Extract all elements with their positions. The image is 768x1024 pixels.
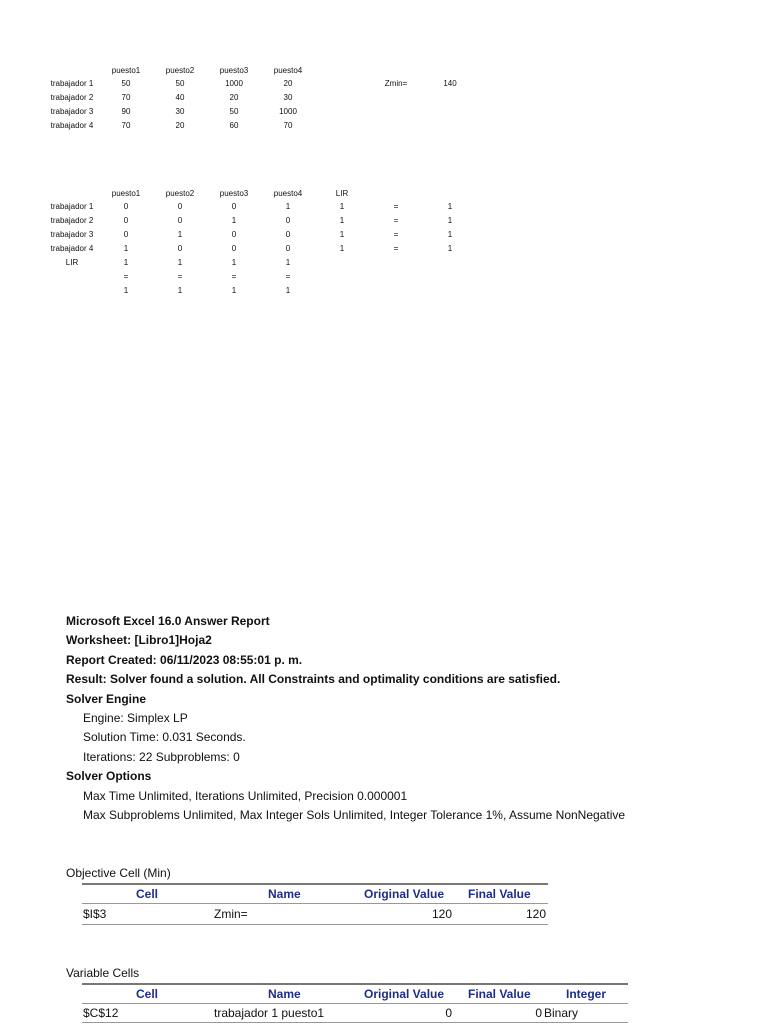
equals-cell[interactable]: = <box>393 230 399 239</box>
cost-cell[interactable]: 20 <box>283 79 293 88</box>
equals-cell[interactable]: = <box>393 216 399 225</box>
table-header-rule <box>82 1003 628 1004</box>
lir-cell[interactable]: 1 <box>177 258 183 267</box>
table-bottom-rule <box>82 1022 628 1023</box>
lir-cell[interactable]: 1 <box>339 216 345 225</box>
lir-cell[interactable]: 1 <box>339 202 345 211</box>
rhs-cell[interactable]: 1 <box>285 286 291 295</box>
cost-cell[interactable]: 30 <box>175 107 185 116</box>
lir-cell[interactable]: 1 <box>339 230 345 239</box>
rhs-cell[interactable]: 1 <box>231 286 237 295</box>
assign-cell[interactable]: 0 <box>285 244 291 253</box>
row-label[interactable]: trabajador 2 <box>50 93 94 102</box>
row-label-lir[interactable]: LIR <box>65 258 79 267</box>
assign-cell[interactable]: 1 <box>123 244 129 253</box>
row-label[interactable]: trabajador 4 <box>50 244 94 253</box>
objective-final-value[interactable]: 120 <box>525 907 546 921</box>
row-label[interactable]: trabajador 3 <box>50 107 94 116</box>
objective-original-value[interactable]: 120 <box>431 907 452 921</box>
lir-cell[interactable]: 1 <box>231 258 237 267</box>
report-worksheet: Worksheet: [Libro1]Hoja2 <box>66 633 212 648</box>
iterations: Iterations: 22 Subproblems: 0 <box>83 749 240 764</box>
header-cell: Cell <box>136 987 159 1001</box>
variable-cell-ref[interactable]: $C$12 <box>83 1006 119 1020</box>
header-integer: Integer <box>566 987 607 1001</box>
assign-cell[interactable]: 0 <box>177 202 183 211</box>
cost-cell[interactable]: 70 <box>283 121 293 130</box>
header-cell: Cell <box>136 887 159 901</box>
table-top-rule <box>82 883 548 885</box>
col-header-puesto3[interactable]: puesto3 <box>219 189 249 198</box>
header-original-value: Original Value <box>364 887 445 901</box>
row-label[interactable]: trabajador 3 <box>50 230 94 239</box>
lir-cell[interactable]: 1 <box>339 244 345 253</box>
cost-cell[interactable]: 40 <box>175 93 185 102</box>
header-name: Name <box>268 987 301 1001</box>
col-header-puesto1[interactable]: puesto1 <box>111 66 141 75</box>
cost-cell[interactable]: 60 <box>229 121 239 130</box>
equals-cell[interactable]: = <box>393 202 399 211</box>
engine-line: Engine: Simplex LP <box>83 711 188 726</box>
assign-cell[interactable]: 1 <box>231 216 237 225</box>
row-label[interactable]: trabajador 2 <box>50 216 94 225</box>
cost-cell[interactable]: 70 <box>121 121 131 130</box>
cost-cell[interactable]: 50 <box>229 107 239 116</box>
report-result: Result: Solver found a solution. All Constraints and optimality conditions are satisfied. <box>66 672 561 687</box>
col-header-puesto2[interactable]: puesto2 <box>165 66 195 75</box>
objective-cell-table <box>66 866 566 930</box>
equals-cell[interactable]: = <box>285 272 291 281</box>
variable-cells-table <box>66 966 646 1024</box>
cost-cell[interactable]: 50 <box>121 79 131 88</box>
zmin-value[interactable]: 140 <box>443 79 457 88</box>
col-header-puesto4[interactable]: puesto4 <box>273 189 303 198</box>
header-name: Name <box>268 887 301 901</box>
table-header-rule <box>82 903 548 904</box>
assign-cell[interactable]: 0 <box>177 244 183 253</box>
col-header-puesto2[interactable]: puesto2 <box>165 189 195 198</box>
options-line-2: Max Subproblems Unlimited, Max Integer Sols Unlimited, Integer Tolerance 1%, Assume NonNegative <box>83 808 626 823</box>
options-line-1: Max Time Unlimited, Iterations Unlimited, Precision 0.000001 <box>83 788 408 803</box>
variable-integer-type[interactable]: Binary <box>544 1006 579 1020</box>
report-title: Microsoft Excel 16.0 Answer Report <box>66 614 270 628</box>
cost-cell[interactable]: 1000 <box>225 79 243 88</box>
rhs-cell[interactable]: 1 <box>447 202 453 211</box>
rhs-cell[interactable]: 1 <box>447 244 453 253</box>
equals-cell[interactable]: = <box>393 244 399 253</box>
objective-cell-name[interactable]: Zmin= <box>214 907 248 921</box>
solution-time: Solution Time: 0.031 Seconds. <box>83 730 246 745</box>
row-label[interactable]: trabajador 4 <box>50 121 94 130</box>
assign-cell[interactable]: 0 <box>177 216 183 225</box>
rhs-cell[interactable]: 1 <box>447 216 453 225</box>
engine-heading: Solver Engine <box>66 691 147 706</box>
cost-cell[interactable]: 90 <box>121 107 131 116</box>
row-label[interactable]: trabajador 1 <box>50 79 94 88</box>
assign-cell[interactable]: 0 <box>123 202 129 211</box>
table-top-rule <box>82 983 628 985</box>
assign-cell[interactable]: 0 <box>285 230 291 239</box>
assign-cell[interactable]: 0 <box>231 230 237 239</box>
cost-cell[interactable]: 70 <box>121 93 131 102</box>
rhs-cell[interactable]: 1 <box>447 230 453 239</box>
assign-cell[interactable]: 0 <box>285 216 291 225</box>
col-header-puesto1[interactable]: puesto1 <box>111 189 141 198</box>
options-heading: Solver Options <box>66 769 152 784</box>
cost-cell[interactable]: 20 <box>175 121 185 130</box>
variables-caption: Variable Cells <box>66 966 140 980</box>
row-label[interactable]: trabajador 1 <box>50 202 94 211</box>
equals-cell[interactable]: = <box>177 272 183 281</box>
rhs-cell[interactable]: 1 <box>123 286 129 295</box>
answer-report <box>66 612 706 825</box>
table-bottom-rule <box>82 924 548 925</box>
col-header-lir[interactable]: LIR <box>335 189 349 198</box>
variable-cell-name[interactable]: trabajador 1 puesto1 <box>214 1006 325 1020</box>
col-header-puesto4[interactable]: puesto4 <box>273 66 303 75</box>
cost-cell[interactable]: 1000 <box>279 107 297 116</box>
rhs-cell[interactable]: 1 <box>177 286 183 295</box>
zmin-label[interactable]: Zmin= <box>384 79 408 88</box>
col-header-puesto3[interactable]: puesto3 <box>219 66 249 75</box>
equals-cell[interactable]: = <box>123 272 129 281</box>
header-final-value: Final Value <box>468 887 531 901</box>
variable-final-value[interactable]: 0 <box>535 1006 542 1020</box>
assign-cell[interactable]: 1 <box>285 202 291 211</box>
lir-cell[interactable]: 1 <box>285 258 291 267</box>
objective-caption: Objective Cell (Min) <box>66 866 171 880</box>
cost-cell[interactable]: 20 <box>229 93 239 102</box>
equals-cell[interactable]: = <box>231 272 237 281</box>
cost-cell[interactable]: 50 <box>175 79 185 88</box>
header-original-value: Original Value <box>364 987 445 1001</box>
assign-cell[interactable]: 0 <box>123 230 129 239</box>
report-created: Report Created: 06/11/2023 08:55:01 p. m. <box>66 652 303 667</box>
assign-cell[interactable]: 0 <box>231 202 237 211</box>
assign-cell[interactable]: 0 <box>231 244 237 253</box>
assign-cell[interactable]: 0 <box>123 216 129 225</box>
cost-cell[interactable]: 30 <box>283 93 293 102</box>
header-final-value: Final Value <box>468 987 531 1001</box>
variable-original-value[interactable]: 0 <box>445 1006 452 1020</box>
lir-cell[interactable]: 1 <box>123 258 129 267</box>
assign-cell[interactable]: 1 <box>177 230 183 239</box>
objective-cell-ref[interactable]: $I$3 <box>83 907 107 921</box>
